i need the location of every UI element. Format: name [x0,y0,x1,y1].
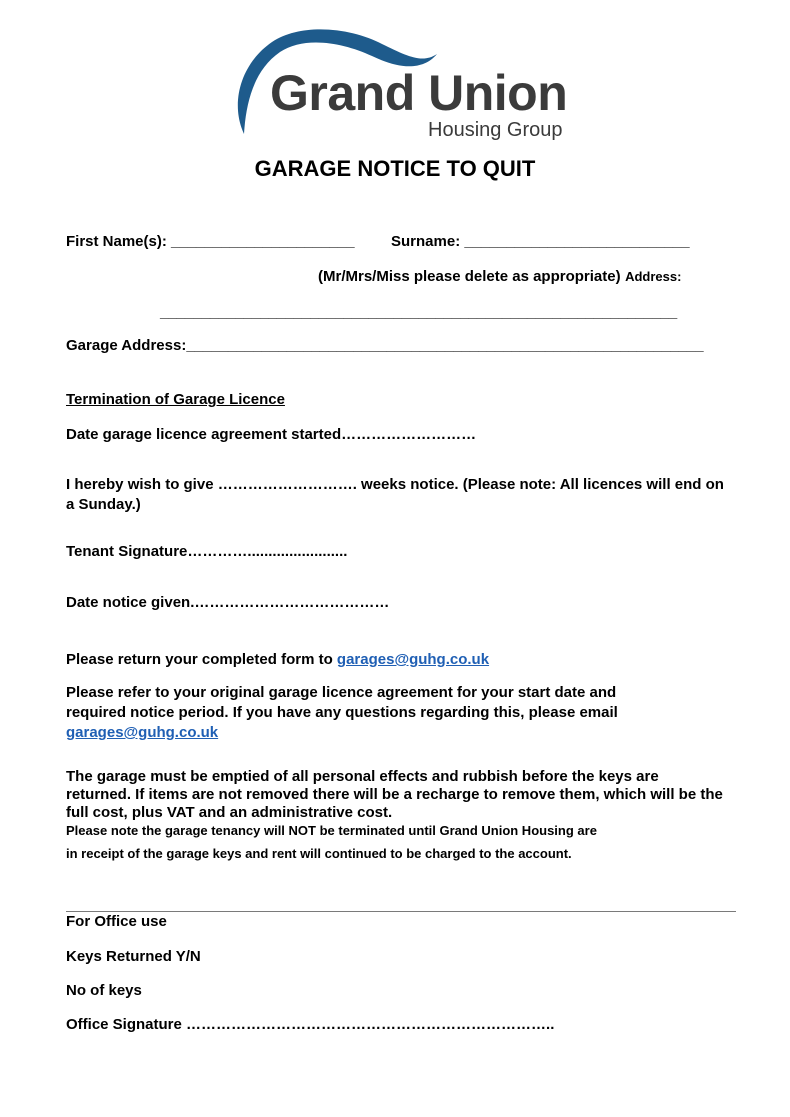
garage-address-label: Garage Address: [66,337,187,354]
note-line-1: Please note the garage tenancy will NOT be terminated until Grand Union Housing are [66,823,597,838]
garage-address-field[interactable]: ______________________________________________________________ [186,337,704,354]
title-note-row [318,268,681,286]
address-label: Address: [625,269,682,284]
garage-address-row [66,337,704,354]
keys-returned-field[interactable]: Keys Returned Y/N [66,948,201,965]
page-title: GARAGE NOTICE TO QUIT [254,156,536,181]
logo-brand-name: Grand Union [270,65,568,121]
refer-paragraph [66,683,676,743]
surname-field[interactable]: ___________________________ [464,233,690,250]
address-field[interactable]: ______________________________________________________________ [160,304,678,321]
first-name-field[interactable]: ______________________ [171,233,355,250]
date-started-field[interactable]: Date garage licence agreement started……………………… [66,426,477,443]
termination-heading: Termination of Garage Licence [66,391,285,408]
surname-row [391,233,690,250]
tenant-signature-field[interactable]: Tenant Signature…………........................ [66,543,348,560]
notice-weeks-field[interactable]: I hereby wish to give ………………………. weeks notice. (Please note: All licences will end on a Sunday.) [66,476,724,513]
grand-union-logo [232,24,572,150]
return-text: Please return your completed form to [66,651,333,668]
title-note: (Mr/Mrs/Miss please delete as appropriate) [318,268,621,285]
note-line-2: in receipt of the garage keys and rent will continued to be charged to the account. [66,846,572,861]
first-name-row [66,233,355,250]
surname-label: Surname: [391,233,461,250]
office-signature-field[interactable]: Office Signature ……………………………………………………………….. [66,1016,555,1033]
first-name-label: First Name(s): [66,233,167,250]
refer-text: Please refer to your original garage licence agreement for your start date and required notice period. If you have any questions regarding this, please email [66,684,618,721]
office-divider [66,911,736,912]
office-heading: For Office use [66,913,167,930]
date-notice-field[interactable]: Date notice given.………………………………… [66,594,390,611]
return-row [66,651,489,668]
no-of-keys-field[interactable]: No of keys [66,982,142,999]
emptied-paragraph: The garage must be emptied of all personal effects and rubbish before the keys are returned. If items are not removed there will be a recharge to remove them, which will be the full cost, plus VAT and an administrative cost. [66,768,723,821]
email-link[interactable]: garages@guhg.co.uk [336,651,490,668]
refer-email-link[interactable]: garages@guhg.co.uk [66,724,219,741]
logo-subtitle: Housing Group [428,119,563,141]
